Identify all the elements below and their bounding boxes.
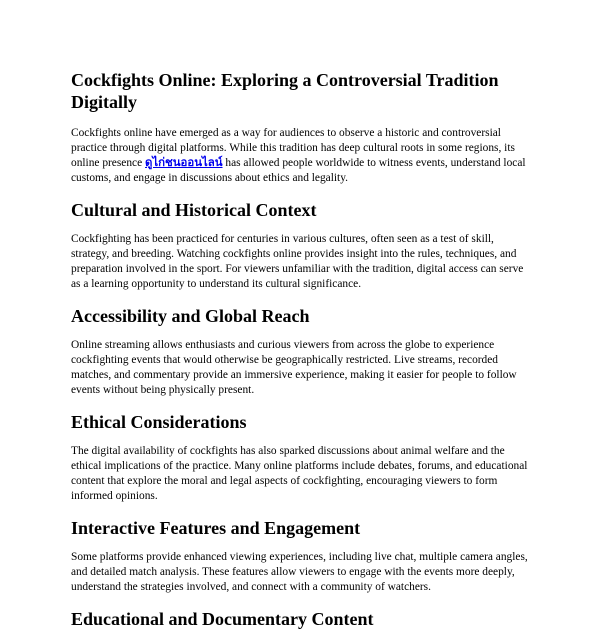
section-body-interactive-features: Some platforms provide enhanced viewing experiences, including live chat, multiple camera angles, and detailed match analysis. These features allow viewers to engage with the events more deeply, understand the strategies involved, and connect with a community of watchers. (71, 551, 528, 593)
section-heading-educational-content: Educational and Documentary Content (71, 609, 374, 629)
section-heading-interactive-features: Interactive Features and Engagement (71, 518, 361, 538)
intro-text-after: has allowed people worldwide to witness events, understand local customs, and engage in discussions about ethics and legality. (71, 157, 526, 184)
inline-link[interactable]: ดูไก่ชนออนไลน์ (145, 157, 223, 169)
page-title: Cockfights Online: Exploring a Controversial Tradition Digitally (71, 70, 499, 112)
article (71, 69, 533, 641)
intro-paragraph (71, 126, 533, 186)
section-heading-global-reach: Accessibility and Global Reach (71, 306, 310, 326)
section-body-global-reach: Online streaming allows enthusiasts and curious viewers from across the globe to experience cockfighting events that would otherwise be geographically restricted. Live streams, recorded matches, and commentary provide an immersive experience, making it easier for people to follow events without being physically present. (71, 339, 517, 396)
section-body-ethics: The digital availability of cockfights has also sparked discussions about animal welfare and the ethical implications of the practice. Many online platforms include debates, forums, and educational content that explore the moral and legal aspects of cockfighting, encouraging viewers to form informed opinions. (71, 445, 528, 502)
intro-text-before: Cockfights online have emerged as a way for audiences to observe a historic and controversial practice through digital platforms. While this tradition has deep cultural roots in some regions, its online presence (71, 127, 515, 169)
section-heading-ethics: Ethical Considerations (71, 412, 247, 432)
section-body-cultural-context: Cockfighting has been practiced for centuries in various cultures, often seen as a test of skill, strategy, and breeding. Watching cockfights online provides insight into the rules, techniques, and preparation involved in the sport. For viewers unfamiliar with the tradition, digital access can serve as a learning opportunity to understand its cultural significance. (71, 233, 524, 290)
section-heading-cultural-context: Cultural and Historical Context (71, 200, 317, 220)
